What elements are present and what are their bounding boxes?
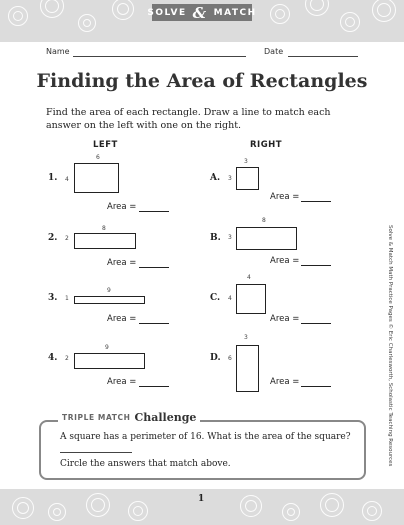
area-answer-blank[interactable] xyxy=(139,323,169,324)
page-number: 1 xyxy=(198,494,205,504)
area-answer-blank[interactable] xyxy=(301,265,331,266)
area-answer-blank[interactable] xyxy=(301,323,331,324)
swirl-decoration xyxy=(240,495,262,517)
left-column-header: LEFT xyxy=(93,140,118,150)
rect-height-label: 3 xyxy=(228,234,232,241)
rect-width-label: 4 xyxy=(247,274,251,281)
swirl-decoration xyxy=(340,12,360,32)
rect-height-label: 6 xyxy=(228,355,232,362)
item-number: C. xyxy=(210,293,221,303)
rectangle-1 xyxy=(74,163,119,193)
swirl-decoration xyxy=(86,493,110,517)
item-number: 3. xyxy=(48,293,58,303)
swirl-decoration xyxy=(12,497,34,519)
item-number: 1. xyxy=(48,173,58,183)
area-label: Area = xyxy=(270,314,300,324)
area-answer-blank[interactable] xyxy=(301,386,331,387)
item-number: D. xyxy=(210,353,221,363)
swirl-decoration xyxy=(372,0,396,22)
challenge-label-triple-match: TRIPLE MATCH xyxy=(62,412,131,422)
rect-width-label: 6 xyxy=(96,154,100,161)
rectangle-3 xyxy=(74,296,145,304)
area-label: Area = xyxy=(270,192,300,202)
swirl-decoration xyxy=(282,503,300,521)
swirl-decoration xyxy=(78,14,96,32)
item-number: 4. xyxy=(48,353,58,363)
rectangle-2 xyxy=(74,233,136,249)
swirl-decoration xyxy=(8,6,28,26)
area-label: Area = xyxy=(270,256,300,266)
rect-height-label: 2 xyxy=(65,235,69,242)
rect-height-label: 4 xyxy=(228,295,232,302)
rect-width-label: 9 xyxy=(105,344,109,351)
challenge-answer-blank[interactable] xyxy=(60,452,132,453)
rectangle-a xyxy=(236,167,259,190)
rect-width-label: 3 xyxy=(244,158,248,165)
rectangle-b xyxy=(236,227,297,250)
rect-width-label: 8 xyxy=(102,225,106,232)
swirl-decoration xyxy=(305,0,329,16)
swirl-decoration xyxy=(320,493,344,517)
area-label: Area = xyxy=(107,314,137,324)
area-answer-blank[interactable] xyxy=(139,267,169,268)
area-label: Area = xyxy=(270,377,300,387)
item-number: 2. xyxy=(48,233,58,243)
instructions-line-2: answer on the left with one on the right. xyxy=(46,120,242,131)
name-field[interactable] xyxy=(73,56,246,57)
swirl-decoration xyxy=(270,4,290,24)
swirl-decoration xyxy=(362,501,382,521)
swirl-decoration xyxy=(128,501,148,521)
area-answer-blank[interactable] xyxy=(139,211,169,212)
challenge-box xyxy=(39,420,366,480)
swirl-decoration xyxy=(48,503,66,521)
challenge-question: A square has a perimeter of 16. What is the area of the square? xyxy=(60,432,351,442)
header-band xyxy=(0,0,404,42)
instructions-line-1: Find the area of each rectangle. Draw a line to match each xyxy=(46,107,331,118)
rectangle-d xyxy=(236,345,259,392)
area-answer-blank[interactable] xyxy=(301,201,331,202)
item-number: A. xyxy=(210,173,221,183)
swirl-decoration xyxy=(40,0,64,18)
swirl-decoration xyxy=(112,0,134,20)
rect-height-label: 3 xyxy=(228,175,232,182)
challenge-label: Challenge xyxy=(134,410,197,424)
area-label: Area = xyxy=(107,202,137,212)
date-label: Date xyxy=(264,47,284,56)
area-answer-blank[interactable] xyxy=(139,386,169,387)
rectangle-c xyxy=(236,284,266,314)
rectangle-4 xyxy=(74,353,145,369)
solve-match-banner: SOLVE & MATCH xyxy=(147,3,257,22)
rect-width-label: 3 xyxy=(244,334,248,341)
challenge-title xyxy=(58,410,200,424)
name-label: Name xyxy=(46,47,70,56)
item-number: B. xyxy=(210,233,221,243)
challenge-instruction: Circle the answers that match above. xyxy=(60,459,231,469)
area-label: Area = xyxy=(107,377,137,387)
rect-width-label: 9 xyxy=(107,287,111,294)
area-label: Area = xyxy=(107,258,137,268)
rect-height-label: 2 xyxy=(65,355,69,362)
rect-height-label: 1 xyxy=(65,295,69,302)
right-column-header: RIGHT xyxy=(250,140,283,150)
page-title: Finding the Area of Rectangles xyxy=(36,70,368,92)
date-field[interactable] xyxy=(288,56,358,57)
rect-height-label: 4 xyxy=(65,176,69,183)
rect-width-label: 8 xyxy=(262,217,266,224)
sidebar-credit: Solve & Match Math Practice Pages © Eric Charlesworth, Scholastic Teaching Resources xyxy=(387,225,393,467)
